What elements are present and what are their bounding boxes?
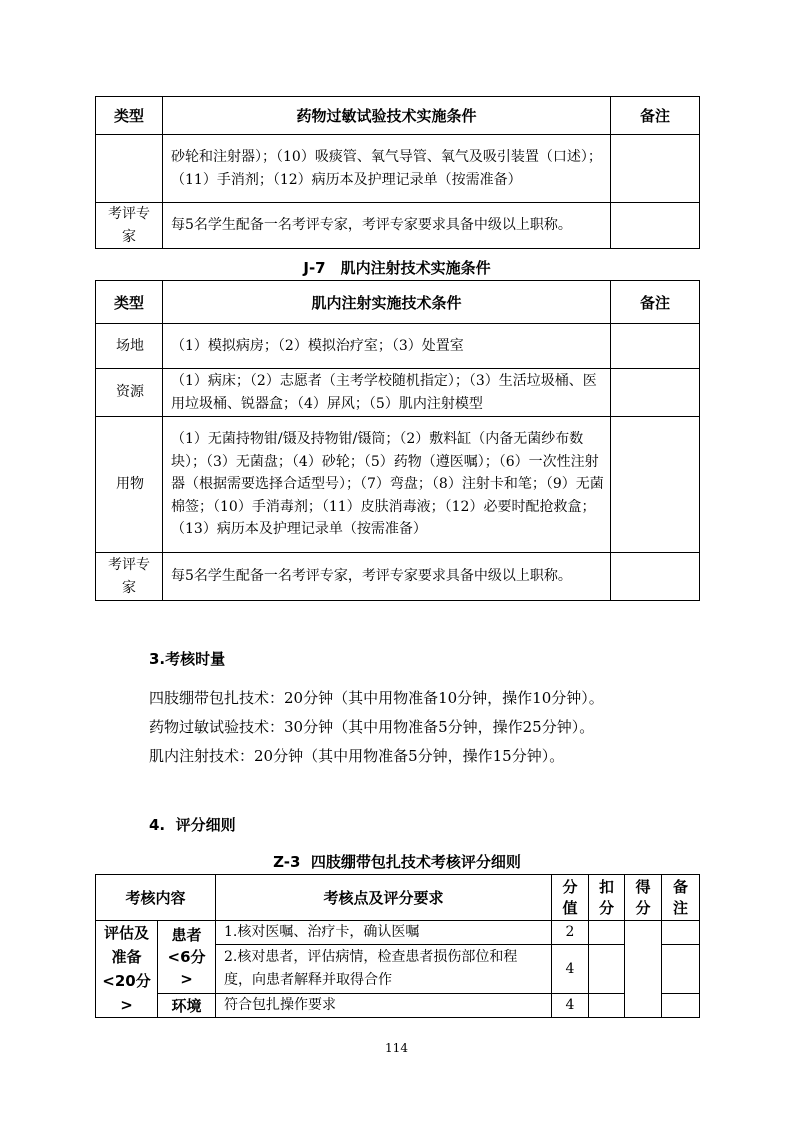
table-cell-content: 砂轮和注射器）；（10）吸痰管、氧气导管、氧气及吸引装置（口述）；（11）手消剂；（12）病历本及护理记录单（按需准备）	[163, 135, 611, 203]
note-cell	[662, 993, 700, 1017]
score-value: 2	[552, 921, 589, 945]
duration-line: 肌内注射技术：20分钟（其中用物准备5分钟，操作15分钟）。	[149, 747, 565, 765]
note-cell	[662, 921, 700, 945]
table-cell-content: （1）无菌持物钳/镊及持物钳/镊筒；（2）敷料缸（内备无菌纱布数块）；（3）无菌盘；（4）砂轮；（5）药物（遵医嘱）；（6）一次性注射器（根据需要选择合适型号）；（7）弯盘；（8）注射卡和笔；（9）无菌棉签；（10）手消毒剂；（11）皮肤消毒液；（12）必要时配抢救盒；（13）病历本及护理记录单（按需准备）	[163, 417, 611, 553]
allergy-test-table	[95, 96, 700, 249]
table-cell-note	[611, 203, 700, 249]
duration-list	[149, 684, 709, 771]
deduct-cell	[589, 921, 625, 945]
category-assessment: 评估及准备<20分>	[96, 921, 158, 1018]
deduct-cell	[589, 944, 625, 993]
get-cell	[625, 921, 662, 1018]
header-points: 考核点及评分要求	[216, 875, 552, 921]
section-heading: 3.考核时量	[149, 650, 226, 668]
criteria-text: 符合包扎操作要求	[216, 993, 552, 1017]
table-header-conditions: 肌内注射实施技术条件	[163, 281, 611, 324]
table-cell-type: 考评专家	[96, 553, 163, 601]
intramuscular-injection-table	[95, 280, 700, 601]
table-cell-content: 每5名学生配备一名考评专家，考评专家要求具备中级以上职称。	[163, 203, 611, 249]
criteria-text: 1.核对医嘱、治疗卡，确认医嘱	[216, 921, 552, 945]
table-cell-type: 用物	[96, 417, 163, 553]
table-caption: Z-3 四肢绷带包扎技术考核评分细则	[273, 853, 521, 871]
scoring-table	[95, 874, 700, 1018]
section-heading: 4. 评分细则	[149, 816, 236, 834]
table-cell-note	[611, 369, 700, 417]
table-cell-type	[96, 135, 163, 203]
table-cell-type: 场地	[96, 324, 163, 369]
header-score: 分值	[552, 875, 589, 921]
table-row	[96, 369, 700, 417]
note-cell	[662, 944, 700, 993]
duration-line: 四肢绷带包扎技术：20分钟（其中用物准备10分钟，操作10分钟）。	[149, 689, 604, 707]
header-content: 考核内容	[96, 875, 216, 921]
subcategory-environment: 环境	[158, 993, 216, 1017]
table-header-type: 类型	[96, 97, 163, 135]
table-cell-note	[611, 135, 700, 203]
table-header-notes: 备注	[611, 97, 700, 135]
table-cell-note	[611, 417, 700, 553]
table-header-conditions: 药物过敏试验技术实施条件	[163, 97, 611, 135]
table-cell-type: 考评专家	[96, 203, 163, 249]
table-row	[96, 324, 700, 369]
page-number: 114	[385, 1041, 408, 1055]
header-get: 得分	[625, 875, 662, 921]
table-cell-content: 每5名学生配备一名考评专家，考评专家要求具备中级以上职称。	[163, 553, 611, 601]
table-cell-content: （1）模拟病房；（2）模拟治疗室；（3）处置室	[163, 324, 611, 369]
subcategory-patient: 患者<6分>	[158, 921, 216, 994]
table-row	[96, 417, 700, 553]
header-note: 备注	[662, 875, 700, 921]
table-row	[96, 921, 700, 945]
table-cell-note	[611, 324, 700, 369]
table-header-type: 类型	[96, 281, 163, 324]
table-caption: J-7 肌内注射技术实施条件	[303, 259, 491, 277]
table-row	[96, 553, 700, 601]
table-cell-content: （1）病床；（2）志愿者（主考学校随机指定）；（3）生活垃圾桶、医用垃圾桶、锐器盒；（4）屏风；（5）肌内注射模型	[163, 369, 611, 417]
criteria-text: 2.核对患者，评估病情，检查患者损伤部位和程度，向患者解释并取得合作	[216, 944, 552, 993]
table-cell-note	[611, 553, 700, 601]
duration-line: 药物过敏试验技术：30分钟（其中用物准备5分钟，操作25分钟）。	[149, 718, 595, 736]
score-value: 4	[552, 993, 589, 1017]
header-deduct: 扣分	[589, 875, 625, 921]
deduct-cell	[589, 993, 625, 1017]
table-row	[96, 993, 700, 1017]
table-cell-type: 资源	[96, 369, 163, 417]
score-value: 4	[552, 944, 589, 993]
table-header-notes: 备注	[611, 281, 700, 324]
